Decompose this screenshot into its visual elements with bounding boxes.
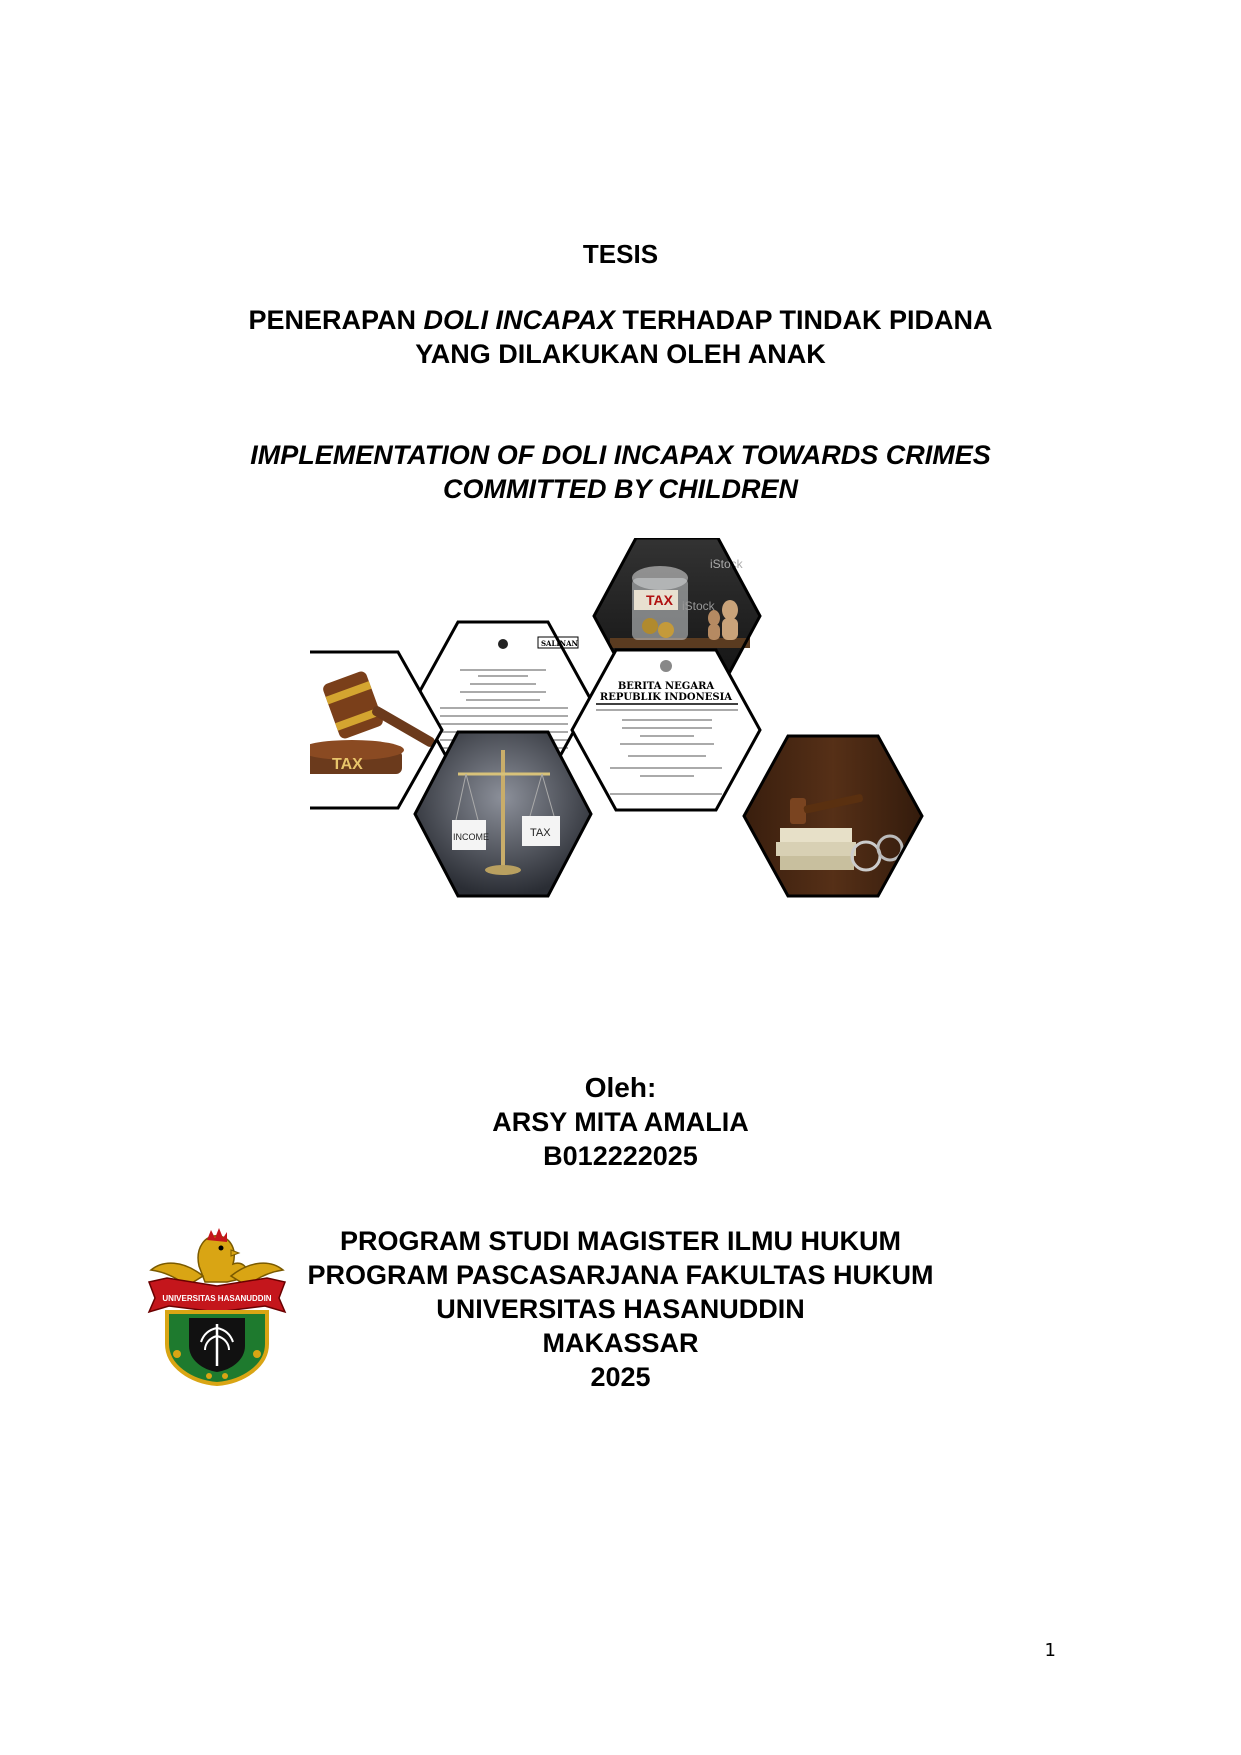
english-title-line2: COMMITTED BY CHILDREN bbox=[443, 474, 798, 504]
watermark-1: iStock bbox=[710, 557, 743, 571]
watermark-2: iStock bbox=[682, 599, 715, 613]
student-id: B012222025 bbox=[543, 1141, 698, 1171]
berita-title-1: BERITA NEGARA bbox=[617, 681, 715, 692]
logo-ribbon-text: UNIVERSITAS HASANUDDIN bbox=[162, 1294, 272, 1303]
institution-line3: UNIVERSITAS HASANUDDIN bbox=[436, 1294, 805, 1324]
hexagon-collage bbox=[310, 538, 1030, 1008]
title-part-1: PENERAPAN bbox=[248, 305, 416, 335]
page-number: 1 bbox=[1044, 1640, 1056, 1661]
english-title-line1: IMPLEMENTATION OF DOLI INCAPAX TOWARDS CRIMES bbox=[250, 440, 991, 470]
scale-tax-label: TAX bbox=[530, 827, 551, 839]
institution-line1: PROGRAM STUDI MAGISTER ILMU HUKUM bbox=[340, 1226, 901, 1256]
city: MAKASSAR bbox=[542, 1328, 699, 1358]
hex-gavel-handcuffs bbox=[744, 736, 922, 896]
gavel-base-tax: TAX bbox=[332, 756, 363, 773]
hex-gavel-tax bbox=[310, 652, 442, 808]
hex-berita-negara-document bbox=[572, 650, 760, 810]
hex-income-tax-scale bbox=[415, 732, 591, 896]
berita-title-2: REPUBLIK INDONESIA bbox=[599, 692, 733, 703]
salinan-stamp: SALINAN bbox=[541, 639, 578, 648]
indonesian-title-line1 bbox=[0, 303, 1241, 337]
scale-income-label: INCOME bbox=[453, 832, 489, 842]
document-label: TESIS bbox=[582, 239, 659, 269]
author-by-label: Oleh: bbox=[584, 1072, 657, 1103]
title-italic-term: DOLI INCAPAX bbox=[423, 305, 616, 335]
institution-line2: PROGRAM PASCASARJANA FAKULTAS HUKUM bbox=[307, 1260, 934, 1290]
indonesian-title-line2: YANG DILAKUKAN OLEH ANAK bbox=[415, 339, 826, 369]
author-name: ARSY MITA AMALIA bbox=[492, 1107, 749, 1137]
year: 2025 bbox=[590, 1362, 651, 1392]
title-part-2: TERHADAP TINDAK PIDANA bbox=[622, 305, 993, 335]
jar-tax-label: TAX bbox=[646, 592, 673, 608]
